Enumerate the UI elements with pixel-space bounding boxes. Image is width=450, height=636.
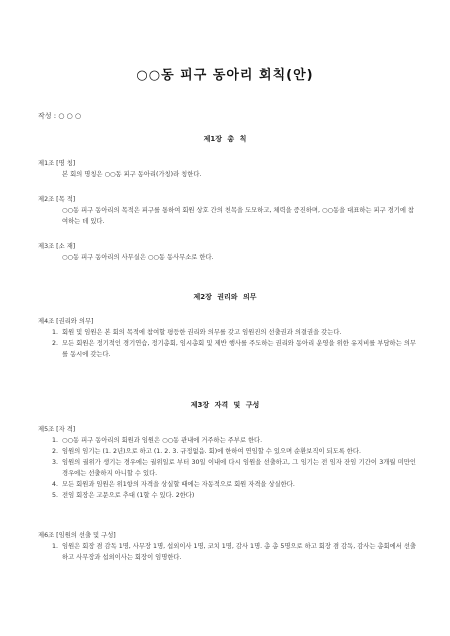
item-number: 1. (52, 437, 59, 444)
article-2-body: ○○동 피구 동아리의 목적은 피구를 통하여 회원 상호 간의 친목을 도모하고, 체력을 증진하며, ○○동을 대표하는 피구 경기에 참여하는 데 있다. (62, 207, 414, 225)
item-number: 3. (52, 459, 59, 466)
article-4-heading: 제4조 [권리와 의무] (38, 318, 94, 325)
item-text: 모든 회원과 임원은 위1항의 자격을 상실할 때에는 자동적으로 회원 자격을 상실한다. (62, 481, 295, 488)
chapter-1-heading: 제1장 총 칙 (203, 135, 247, 143)
item-text: 임원은 회장 겸 감독 1명, 사무장 1명, 섭외이사 1명, 코치 1명, 감사 1명. 총 총 5명으로 하고 회장 겸 감독, 감사는 총회에서 선출하고 사무장과 섭외이사는 회장이 임명한다. (62, 543, 416, 561)
item-text: 임원의 궐위가 생기는 경우에는 궐위일로 부터 30일 이내에 다시 임원을 선출하고, 그 임기는 전 임자 잔임 기간이 3개월 미만인 경우에는 선출하지 아니할 수 있다. (62, 459, 416, 477)
item-number: 2. (52, 340, 59, 347)
article-4 (38, 316, 416, 360)
article-5-item-1 (38, 435, 416, 446)
article-4-item-1 (38, 327, 416, 338)
article-6-heading: 제6조 [임원의 선출 및 구성] (38, 532, 116, 539)
article-1-body: 본 회의 명칭은 ○○동 피구 동아리(가칭)라 칭한다. (62, 171, 202, 178)
item-number: 2. (52, 448, 59, 455)
article-5 (38, 424, 416, 501)
article-4-item-2 (38, 338, 416, 360)
item-text: ○○동 피구 동아리의 회원과 임원은 ○○동 관내에 거주하는 주부로 한다. (62, 437, 263, 444)
article-5-item-5 (38, 490, 416, 501)
item-text: 임원의 임기는 (1. 2년)으로 하고 (1. 2. 3. 규정없음. 회)에 한하여 연임할 수 있으며 순환보직이 되도록 한다. (62, 448, 361, 455)
chapter-3-heading: 제3장 자격 및 구성 (190, 401, 260, 409)
item-text: 전임 회장은 고문으로 추대 (1할 수 있다. 2한다) (62, 492, 195, 499)
article-3 (38, 241, 416, 263)
article-5-item-3 (38, 457, 416, 479)
article-6-item-1 (38, 541, 416, 563)
article-3-body: ○○동 피구 동아리의 사무실은 ○○동 동사무소로 한다. (62, 254, 214, 261)
item-number: 1. (52, 329, 59, 336)
item-number: 4. (52, 481, 59, 488)
chapter-2-heading: 제2장 권리와 의무 (193, 293, 257, 301)
document-title: ○○동 피구 동아리 회칙(안) (136, 68, 314, 83)
article-2 (38, 194, 416, 227)
author-line: 작성 : ○ ○ ○ (38, 112, 82, 120)
article-5-item-4 (38, 479, 416, 490)
item-number: 5. (52, 492, 59, 499)
article-3-heading: 제3조 [소 재] (38, 243, 76, 250)
item-text: 회원 및 임원은 본 회의 목적에 참여할 평등한 권리와 의무를 갖고 임원진의 선출권과 의결권을 갖는다. (62, 329, 342, 336)
article-6 (38, 530, 416, 563)
article-1 (38, 158, 416, 180)
item-number: 1. (52, 543, 59, 550)
article-1-heading: 제1조 [명 칭] (38, 160, 76, 167)
article-5-heading: 제5조 [자 격] (38, 426, 76, 433)
article-5-item-2 (38, 446, 416, 457)
article-2-heading: 제2조 [목 적] (38, 196, 76, 203)
item-text: 모든 회원은 정기적인 경기연습, 정기총회, 임시총회 및 제반 행사를 주도하는 권리와 동아리 운영을 위한 유지비를 부담하는 의무를 동시에 갖는다. (62, 340, 416, 358)
